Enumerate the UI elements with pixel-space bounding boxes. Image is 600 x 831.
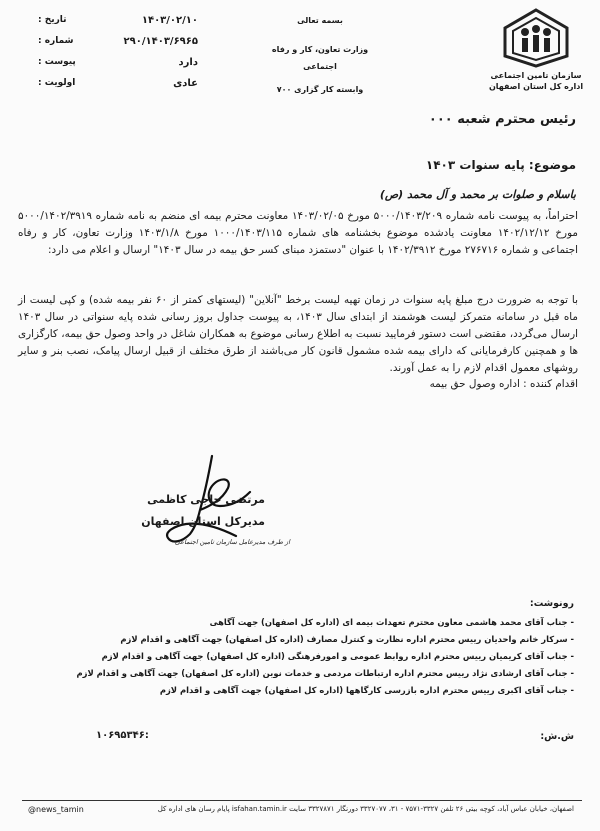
cc-item: - جناب آقای اکبری رییس محترم اداره بازرسی کارگاهها (اداره کل اصفهان) جهت آگاهی و اقدام لازم (159, 685, 574, 695)
action-by: اقدام کننده : اداره وصول حق بیمه (429, 378, 578, 390)
tamin-logo-icon (501, 8, 571, 68)
meta-value: ۱۴۰۳/۰۲/۱۰ (141, 15, 198, 26)
subject: موضوع: پایه سنوات ۱۴۰۳ (425, 158, 576, 172)
signatory-title: مدیرکل استان اصفهان (141, 515, 265, 528)
letter-meta (38, 10, 198, 94)
footer-divider (22, 800, 582, 801)
body-paragraph: با توجه به ضرورت درج مبلغ پایه سنوات در زمان تهیه لیست برخط "آنلاین" (لیستهای کمتر از ۶۰ نفر بیمه شده) و کپی لیست از ماه قبل در سامانه متمرکز لیست هوشمند از ابتدای سال ۱۴۰۳، به پیوست جداول بروز رسانی شده پایه سنواتی در سال ۱۴۰۳ ارسال می‌گردد، مقتضی است دستور فرمایید نسبت به اطلاع رسانی موضوع به همکاران شاغل در واحد وصول حق بیمه، کارگزاری ها و همچنین کارفرمایانی که دارای بیمه شده مشمول قانون کار می‌باشند از طرق مختلف از قبیل ارسال پیامک، نصب بنر و سایر روشهای معمول اقدام لازم را به عمل آورند. (18, 294, 578, 374)
cc-title: رونوشت: (529, 598, 574, 609)
cc-item: - جناب آقای کریمیان رییس محترم اداره روابط عمومی و امورفرهنگی (اداره کل اصفهان) جهت آگاهی و اقدام لازم (101, 651, 574, 661)
recipient: رئیس محترم شعبه ۰۰۰ (428, 112, 576, 127)
meta-value: عادی (173, 78, 198, 89)
meta-row-number (38, 31, 198, 52)
letter-center-heading (255, 12, 385, 98)
meta-row-date (38, 10, 198, 31)
cc-list (76, 614, 574, 699)
signatory-note: از طرف مدیرعامل سازمان تامین اجتماعی (174, 538, 290, 546)
meta-row-attachment (38, 52, 198, 73)
footer-social-handle: @news_tamin (28, 805, 84, 814)
meta-label: اولویت : (38, 78, 76, 88)
meta-label: تاریخ : (38, 15, 67, 25)
meta-label: شماره : (38, 36, 74, 46)
cc-item: - جناب آقای ارشادی نژاد رییس محترم اداره ارتباطات مردمی و خدمات نوین (اداره کل اصفهان) جهت آگاهی و اقدام لازم (76, 668, 574, 678)
footer-address: اصفهان، خیابان عباس آباد، کوچه بیتی ۲۶ تلفن ۳۳۲۷-۷۵۷۱ - ۳۱، ۳۳۲۷۰۷۷ دورنگار ۳۳۲۷۸۷۱ سایت isfahan.tamin.ir پایام رسان های اداره کل (157, 805, 574, 813)
body-paragraph: احتراماً، به پیوست نامه شماره ۵۰۰۰/۱۴۰۳/۲۰۹ مورخ ۱۴۰۳/۰۲/۰۵ معاونت محترم بیمه ای منضم به نامه شماره ۵۰۰۰/۱۴۰۲/۳۹۱۹ مورخ ۱۴۰۲/۱۲/۱۲ معاونت یادشده موضوع بخشنامه های شماره ۱۰۰۰/۱۴۰۳/۱۱۵ مورخ ۱۴۰۳/۱/۸ وزارت تعاون، کار و رفاه اجتماعی و شماره ۲۷۶۷۱۶ مورخ ۱۴۰۲/۳۹۱۲ با عنوان "دستمزد مبنای کسر حق بیمه در سال ۱۴۰۳" ارسال و اعلام می دارد: (18, 210, 579, 256)
bismillah: بسمه تعالی (297, 16, 343, 25)
reference-number: ۱۰۶۹۵۳۴۶: (96, 730, 149, 741)
signatory-name: مرتضی حاجی کاظمی (147, 493, 265, 506)
reference-label: ش.ش: (540, 731, 574, 742)
meta-value: دارد (178, 57, 198, 68)
affiliation-note: وابسته کار گزاری ۷۰۰ (276, 85, 364, 94)
cc-item: - سرکار خانم واحدیان رییس محترم اداره نظارت و کنترل مصارف (اداره کل اصفهان) جهت آگاهی و اقدام لازم (120, 634, 574, 644)
salutation: باسلام و صلوات بر محمد و آل محمد (ص) (379, 188, 576, 201)
meta-label: پیوست : (38, 57, 76, 67)
ministry-name: وزارت تعاون، کار و رفاه اجتماعی (271, 45, 369, 71)
organization-logo (488, 8, 584, 92)
cc-item: - جناب آقای محمد هاشمی معاون محترم تعهدات بیمه ای (اداره کل اصفهان) جهت آگاهی (209, 617, 574, 627)
org-name: سازمان تامین اجتماعی اداره کل استان اصفهان (488, 71, 584, 91)
meta-row-priority (38, 73, 198, 94)
meta-value: ۲۹۰/۱۴۰۳/۶۹۶۵ (123, 36, 198, 47)
